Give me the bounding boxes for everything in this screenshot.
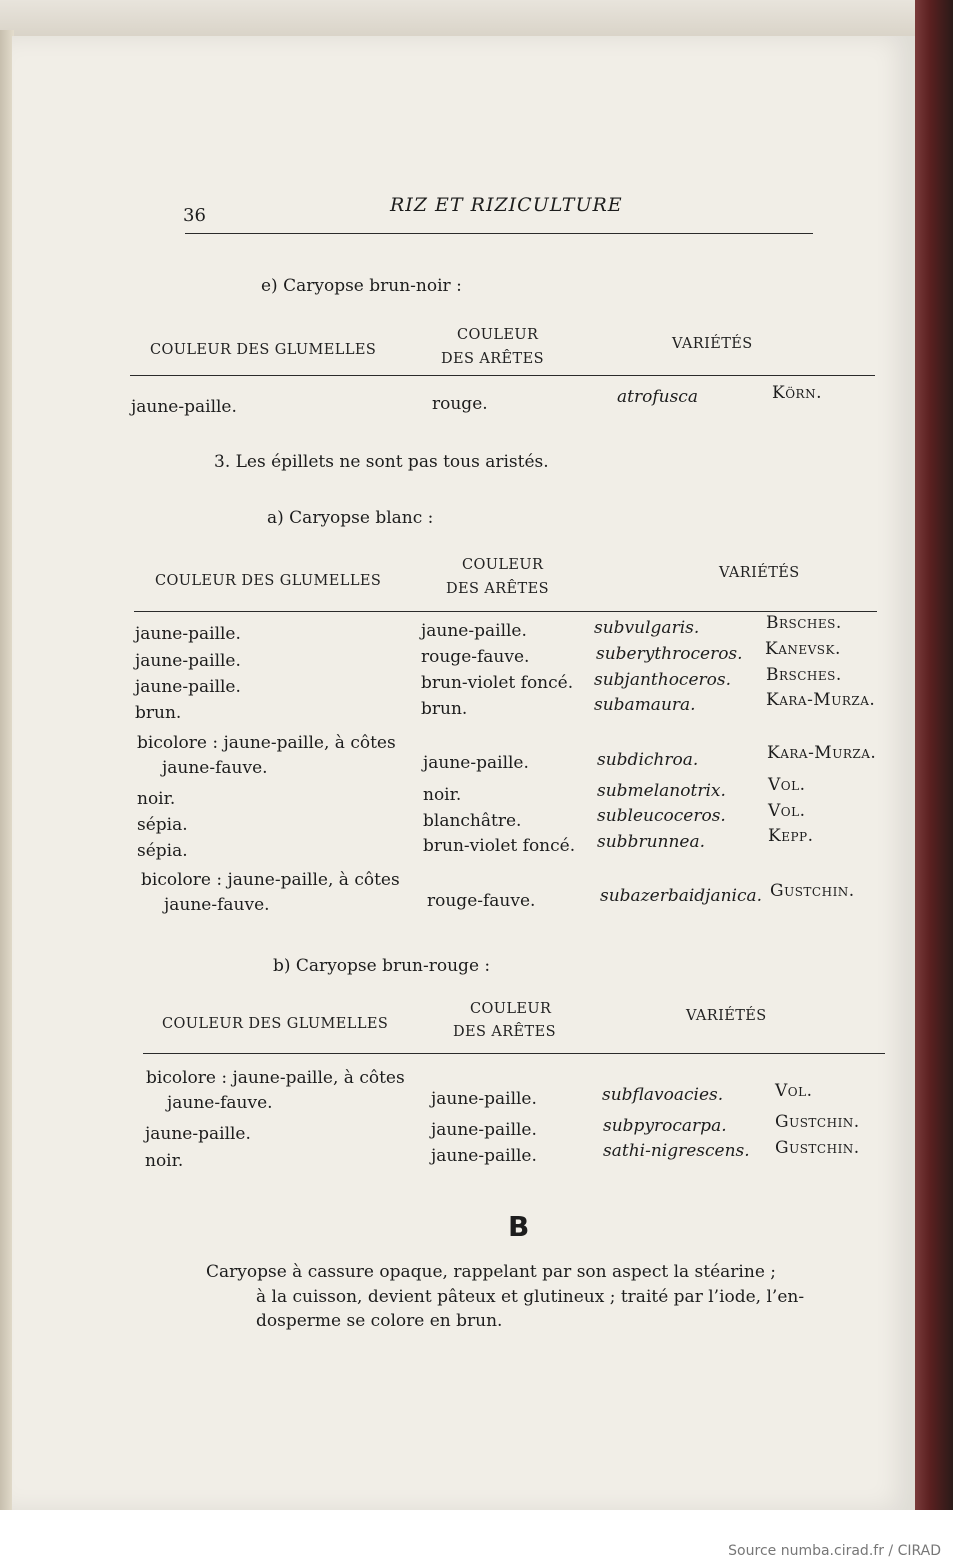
auteur-cell: Vol.: [768, 801, 806, 821]
variete-cell: suberythroceros.: [596, 644, 743, 664]
col-header-couleur: COULEUR: [457, 327, 539, 343]
auteur-cell: Gustchin.: [775, 1138, 860, 1158]
glumelles-cell: jaune-paille.: [135, 624, 241, 644]
col-header-aretes: DES ARÊTES: [446, 581, 549, 597]
auteur-cell: Brsches.: [766, 613, 842, 633]
col-header-glumelles: COULEUR DES GLUMELLES: [150, 342, 377, 358]
variete-cell: subflavoacies.: [602, 1085, 724, 1105]
source-credit: Source numba.cirad.fr / CIRAD: [728, 1543, 941, 1559]
aretes-cell: jaune-paille.: [431, 1120, 537, 1140]
auteur-cell: Körn.: [772, 383, 822, 403]
col-header-varietes: VARIÉTÉS: [719, 565, 800, 581]
variete-cell: subbrunnea.: [597, 832, 706, 852]
glumelles-cell-cont: jaune-fauve.: [164, 895, 270, 915]
section-e-heading: e) Caryopse brun-noir :: [261, 276, 462, 296]
aretes-cell: jaune-paille.: [423, 753, 529, 773]
aretes-cell: rouge-fauve.: [421, 647, 530, 667]
glumelles-cell: brun.: [135, 703, 182, 723]
col-header-glumelles: COULEUR DES GLUMELLES: [162, 1016, 389, 1032]
table-rule: [134, 611, 877, 612]
variete-cell: subpyrocarpa.: [603, 1116, 727, 1136]
col-header-glumelles: COULEUR DES GLUMELLES: [155, 573, 382, 589]
glumelles-cell: bicolore : jaune-paille, à côtes: [137, 733, 396, 753]
glumelles-cell: bicolore : jaune-paille, à côtes: [141, 870, 400, 890]
variete-cell: subdichroa.: [597, 750, 699, 770]
auteur-cell: Gustchin.: [775, 1112, 860, 1132]
col-header-aretes: DES ARÊTES: [441, 351, 544, 367]
aretes-cell: brun-violet foncé.: [421, 673, 574, 693]
aretes-cell: rouge.: [432, 394, 488, 414]
variete-cell: sathi-nigrescens.: [603, 1141, 750, 1161]
header-rule: [185, 233, 813, 234]
aretes-cell: jaune-paille.: [421, 621, 527, 641]
aretes-cell: brun.: [421, 699, 468, 719]
section-a-heading: a) Caryopse blanc :: [267, 508, 434, 528]
glumelles-cell: jaune-paille.: [135, 651, 241, 671]
glumelles-cell: noir.: [145, 1151, 184, 1171]
variete-cell: subamaura.: [594, 695, 696, 715]
running-title: RIZ ET RIZICULTURE: [390, 194, 623, 216]
scan-background-top: [0, 0, 953, 40]
variete-cell: subjanthoceros.: [594, 670, 731, 690]
page-number: 36: [183, 205, 206, 226]
aretes-cell: jaune-paille.: [431, 1089, 537, 1109]
auteur-cell: Gustchin.: [770, 881, 855, 901]
glumelles-cell: jaune-paille.: [145, 1124, 251, 1144]
auteur-cell: Vol.: [775, 1081, 813, 1101]
aretes-cell: blanchâtre.: [423, 811, 522, 831]
auteur-cell: Kepp.: [768, 826, 814, 846]
auteur-cell: Kara-Murza.: [766, 690, 876, 710]
aretes-cell: brun-violet foncé.: [423, 836, 576, 856]
paragraph-line: dosperme se colore en brun.: [256, 1311, 503, 1331]
variete-cell: atrofusca: [617, 387, 698, 407]
glumelles-cell: jaune-paille.: [135, 677, 241, 697]
section-3-heading: 3. Les épillets ne sont pas tous aristés.: [214, 452, 549, 472]
paragraph-line: à la cuisson, devient pâteux et glutineux ; traité par l’iode, l’en-: [256, 1287, 805, 1307]
table-rule: [143, 1053, 885, 1054]
glumelles-cell: sépia.: [137, 841, 188, 861]
col-header-varietes: VARIÉTÉS: [672, 336, 753, 352]
glumelles-cell-cont: jaune-fauve.: [162, 758, 268, 778]
variete-cell: subazerbaidjanica.: [600, 886, 763, 906]
glumelles-cell: noir.: [137, 789, 176, 809]
paragraph-line: Caryopse à cassure opaque, rappelant par son aspect la stéarine ;: [206, 1262, 777, 1282]
col-header-couleur: COULEUR: [470, 1001, 552, 1017]
col-header-aretes: DES ARÊTES: [453, 1024, 556, 1040]
glumelles-cell: jaune-paille.: [131, 397, 237, 417]
auteur-cell: Vol.: [768, 775, 806, 795]
auteur-cell: Kanevsk.: [765, 639, 841, 659]
auteur-cell: Kara-Murza.: [767, 743, 877, 763]
aretes-cell: noir.: [423, 785, 462, 805]
variete-cell: subleucoceros.: [597, 806, 726, 826]
glumelles-cell: bicolore : jaune-paille, à côtes: [146, 1068, 405, 1088]
glumelles-cell: sépia.: [137, 815, 188, 835]
auteur-cell: Brsches.: [766, 665, 842, 685]
aretes-cell: jaune-paille.: [431, 1146, 537, 1166]
book-cover-edge: [915, 0, 953, 1510]
variete-cell: subvulgaris.: [594, 618, 700, 638]
table-rule: [130, 375, 875, 376]
col-header-couleur: COULEUR: [462, 557, 544, 573]
aretes-cell: rouge-fauve.: [427, 891, 536, 911]
glumelles-cell-cont: jaune-fauve.: [167, 1093, 273, 1113]
section-b-heading: b) Caryopse brun-rouge :: [273, 956, 491, 976]
col-header-varietes: VARIÉTÉS: [686, 1008, 767, 1024]
variete-cell: submelanotrix.: [597, 781, 726, 801]
section-B-heading: B: [508, 1210, 530, 1243]
